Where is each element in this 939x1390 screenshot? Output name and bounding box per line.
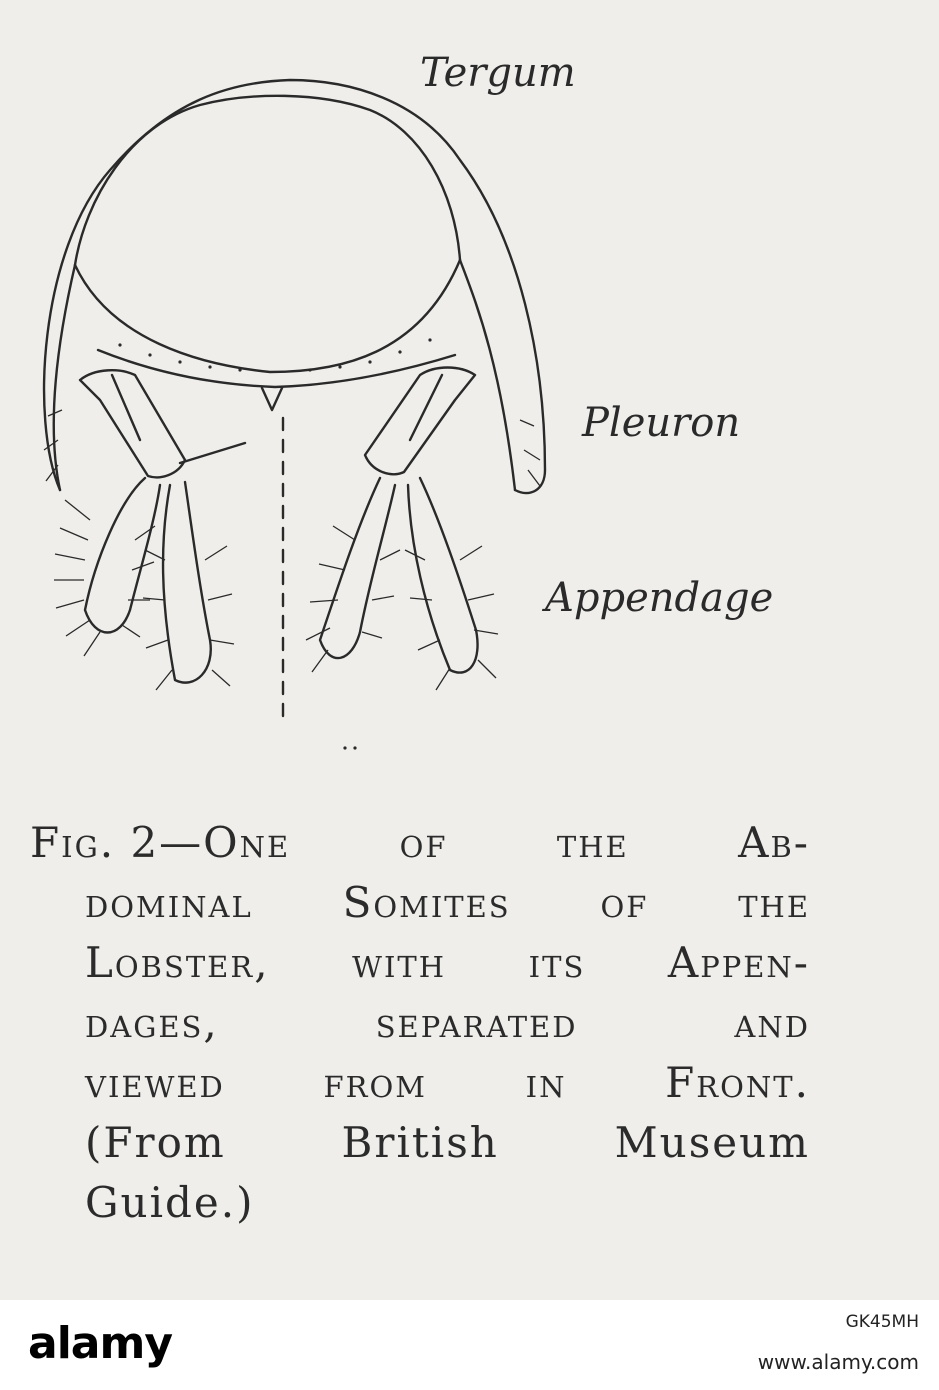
figure-caption xyxy=(30,818,810,1238)
watermark-footer xyxy=(0,1300,939,1390)
right-exopodite xyxy=(320,478,395,658)
pleuron-label: Pleuron xyxy=(582,400,741,446)
sternum-stipple xyxy=(118,338,431,749)
site-url: www.alamy.com xyxy=(757,1350,919,1374)
tergum-label: Tergum xyxy=(420,50,576,96)
caption-word: British xyxy=(341,1118,499,1167)
caption-word: Appen- xyxy=(667,938,810,987)
left-exopodite xyxy=(85,478,160,633)
caption-word: Lobster, xyxy=(85,938,270,987)
alamy-logo: alamy xyxy=(28,1318,172,1369)
sternum-band-lower xyxy=(98,350,455,387)
caption-line xyxy=(85,1058,810,1118)
caption-word: in xyxy=(525,1058,567,1107)
sternal-spine xyxy=(262,388,282,410)
left-pleuron xyxy=(54,265,75,490)
caption-line xyxy=(85,998,810,1058)
caption-word: the xyxy=(738,878,810,927)
caption-word: Fig. 2—One xyxy=(30,818,291,867)
caption-line xyxy=(85,938,810,998)
caption-word: (From xyxy=(85,1118,226,1167)
right-endopodite xyxy=(408,478,478,673)
caption-line xyxy=(85,1178,810,1238)
caption-word: of xyxy=(600,878,649,927)
caption-line xyxy=(85,878,810,938)
caption-word: the xyxy=(556,818,629,867)
caption-word: of xyxy=(399,818,448,867)
caption-word: Ab- xyxy=(738,818,810,867)
caption-word: Somites xyxy=(342,878,511,927)
left-endopodite xyxy=(163,482,211,683)
caption-word: Front. xyxy=(665,1058,810,1107)
caption-line xyxy=(85,1118,810,1178)
caption-word: dages, xyxy=(85,998,219,1047)
caption-word: dominal xyxy=(85,878,253,927)
caption-word: Guide.) xyxy=(85,1178,255,1227)
caption-word: separated xyxy=(375,998,578,1047)
tergum-inner-arch xyxy=(75,96,460,265)
sternum-band xyxy=(75,260,460,372)
caption-word: its xyxy=(528,938,586,987)
caption-word: Museum xyxy=(614,1118,810,1167)
caption-word: with xyxy=(352,938,447,987)
right-pleuron xyxy=(460,260,515,490)
caption-word: and xyxy=(734,998,810,1047)
caption-word: from xyxy=(323,1058,427,1107)
setae-hatching xyxy=(44,410,540,690)
caption-word: viewed xyxy=(85,1058,225,1107)
appendage-label: Appendage xyxy=(545,575,774,621)
caption-line xyxy=(30,818,810,878)
image-id: GK45MH xyxy=(845,1312,919,1332)
